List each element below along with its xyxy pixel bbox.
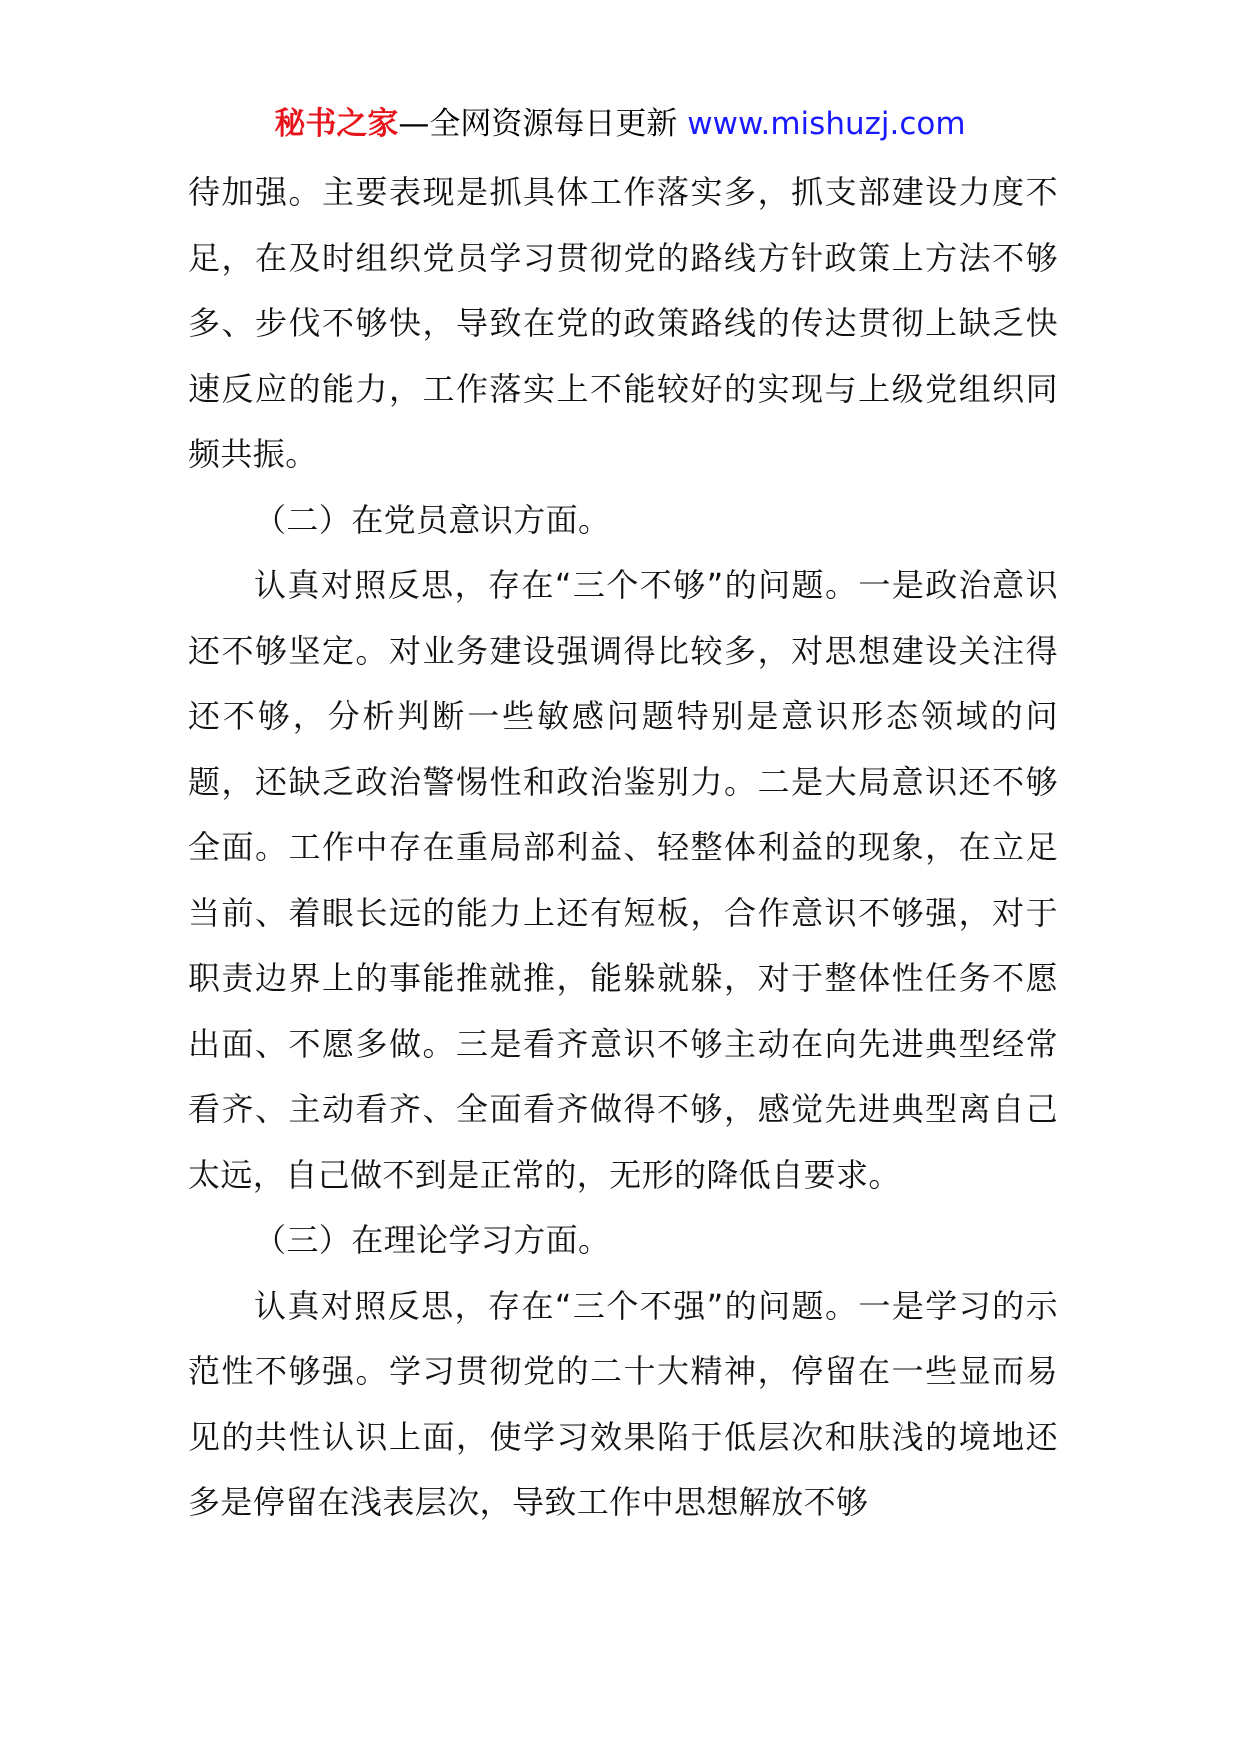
- page-header: [0, 102, 1240, 146]
- paragraph: 待加强。主要表现是抓具体工作落实多，抓支部建设力度不足，在及时组织党员学习贯彻党的路线方针政策上方法不够多、步伐不够快，导致在党的政策路线的传达贯彻上缺乏快速反应的能力，工作落实上不能较好的实现与上级党组织同频共振。: [188, 173, 1058, 473]
- document-body: [188, 160, 1058, 1536]
- header-brand: 秘书之家: [274, 106, 399, 142]
- header-tagline: —全网资源每日更新: [398, 106, 688, 142]
- section-heading: （三）在理论学习方面。: [254, 1221, 611, 1259]
- paragraph: 认真对照反思，存在“三个不够”的问题。一是政治意识还不够坚定。对业务建设强调得比较多，对思想建设关注得还不够，分析判断一些敏感问题特别是意识形态领域的问题，还缺乏政治警惕性和政治鉴别力。二是大局意识还不够全面。工作中存在重局部利益、轻整体利益的现象，在立足当前、着眼长远的能力上还有短板，合作意识不够强，对于职责边界上的事能推就推，能躲就躲，对于整体性任务不愿出面、不愿多做。三是看齐意识不够主动在向先进典型经常看齐、主动看齐、全面看齐做得不够，感觉先进典型离自己太远，自己做不到是正常的，无形的降低自要求。: [188, 566, 1058, 1194]
- paragraph: 认真对照反思，存在“三个不强”的问题。一是学习的示范性不够强。学习贯彻党的二十大精神，停留在一些显而易见的共性认识上面，使学习效果陷于低层次和肤浅的境地还多是停留在浅表层次，导致工作中思想解放不够: [188, 1286, 1058, 1521]
- header-url-link[interactable]: www.mishuzj.com: [687, 106, 966, 142]
- section-heading: （二）在党员意识方面。: [254, 500, 611, 539]
